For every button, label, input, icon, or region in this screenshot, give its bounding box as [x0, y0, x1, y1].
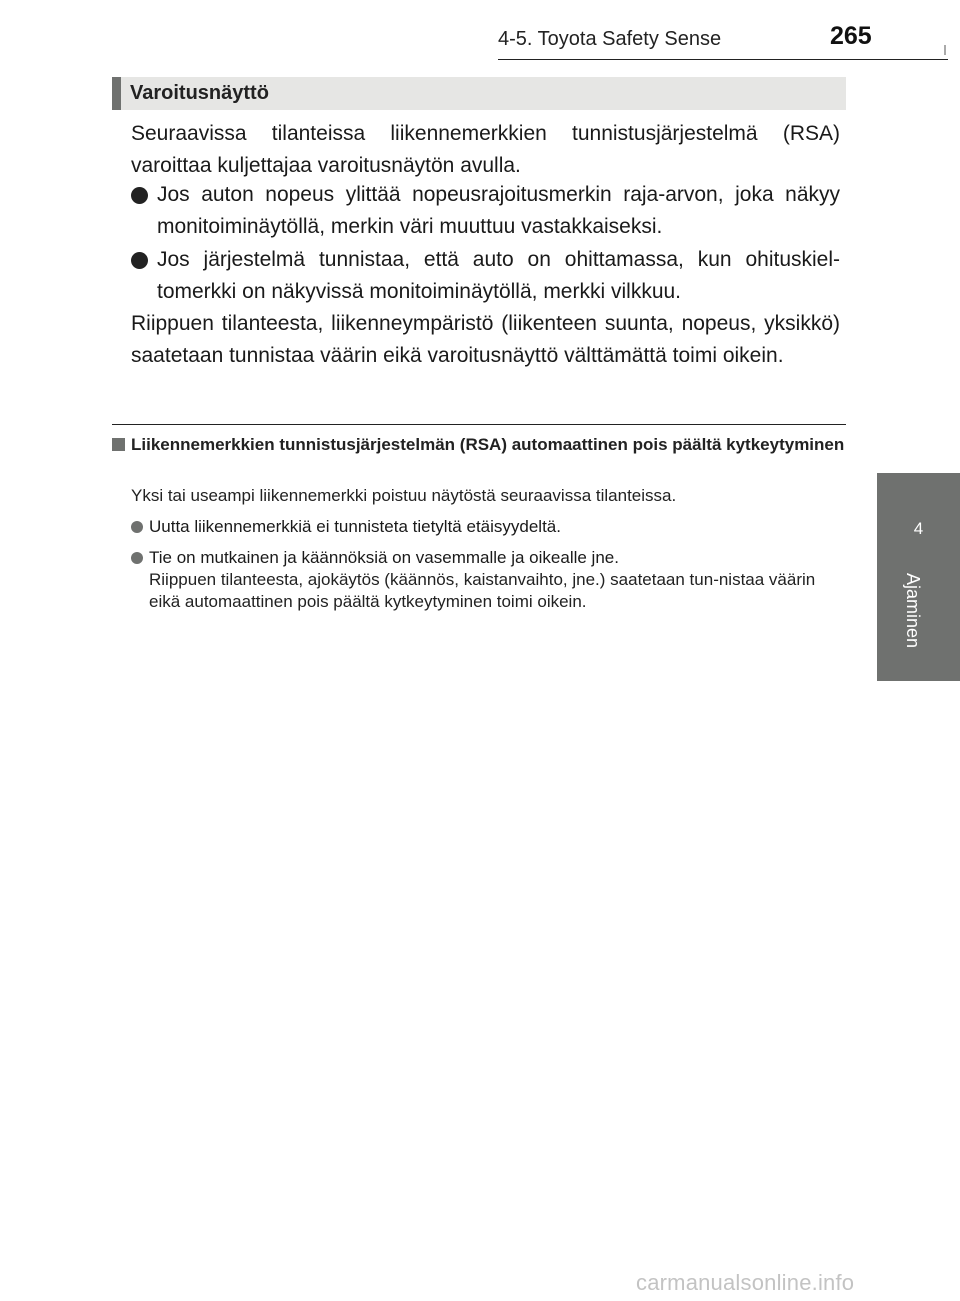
- section-label: 4-5. Toyota Safety Sense: [498, 28, 722, 50]
- header-rule: [498, 59, 948, 60]
- list-item: [131, 179, 840, 243]
- bullet-dot-icon: [131, 187, 148, 204]
- section-divider: [112, 424, 846, 425]
- list-item: [131, 547, 846, 569]
- crop-mark: [944, 45, 946, 55]
- page-header: [0, 0, 960, 60]
- list-item-text: Jos järjestelmä tunnistaa, että auto on ohittamassa, kun ohituskiel-tomerkki on näkyvissä monitoiminäytöllä, merkki vilkkuu.: [157, 248, 840, 303]
- bullet-dot-icon: [131, 521, 143, 533]
- page-number: 265: [830, 22, 872, 50]
- subsection-extra: Riippuen tilanteesta, ajokäytös (käännös, kaistanvaihto, jne.) saatetaan tun-nistaa väärin eikä automaattinen pois päältä kytkeytyminen toimi oikein.: [149, 570, 816, 611]
- subsection-heading: Liikennemerkkien tunnistusjärjestelmän (RSA) automaattinen pois päältä kytkeytyminen: [131, 435, 845, 454]
- title-accent: [112, 77, 121, 110]
- chapter-tab: [877, 473, 960, 681]
- bullet-dot-icon: [131, 552, 143, 564]
- chapter-number: 4: [913, 519, 924, 538]
- list-item: [131, 516, 846, 538]
- caution-paragraph: Riippuen tilanteesta, liikenneympäristö (liikenteen suunta, nopeus, yksikkö) saatetaan tunnistaa väärin eikä varoitusnäyttö välttämättä toimi oikein.: [131, 312, 840, 367]
- watermark: carmanualsonline.info: [636, 1270, 855, 1295]
- list-item-text: Uutta liikennemerkkiä ei tunnisteta tietyltä etäisyydeltä.: [149, 517, 561, 536]
- list-item-text: Tie on mutkainen ja käännöksiä on vasemmalle ja oikealle jne.: [149, 548, 619, 567]
- section-title-bar: [112, 77, 846, 110]
- chapter-label: Ajaminen: [903, 573, 923, 649]
- square-bullet-icon: [112, 438, 125, 451]
- bullet-dot-icon: [131, 252, 148, 269]
- intro-paragraph: Seuraavissa tilanteissa liikennemerkkien tunnistusjärjestelmä (RSA) varoittaa kuljettajaa varoitusnäytön avulla.: [131, 122, 840, 177]
- subsection-intro: Yksi tai useampi liikennemerkki poistuu näytöstä seuraavissa tilanteissa.: [131, 486, 677, 505]
- list-item-text: Jos auton nopeus ylittää nopeusrajoitusmerkin raja-arvon, joka näkyy monitoiminäytöllä, merkin väri muuttuu vastakkaiseksi.: [157, 183, 840, 238]
- section-title: Varoitusnäyttö: [130, 82, 269, 104]
- list-item: [131, 244, 840, 308]
